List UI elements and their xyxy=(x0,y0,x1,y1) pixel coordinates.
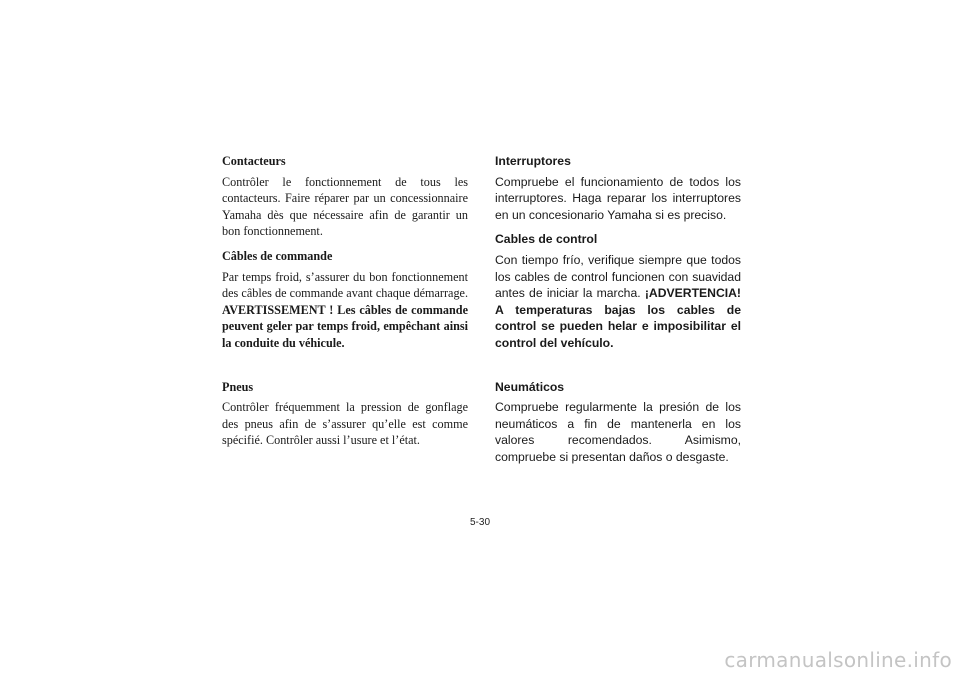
section-text: Compruebe regularmente la presión de los neumáticos a fin de mantenerla en los valores recomendados. Asimismo, compruebe si presentan daños o desgaste. xyxy=(495,400,741,464)
section-heading: Contacteurs xyxy=(222,154,286,168)
section-text: Contrôler fréquemment la pression de gonflage des pneus afin de s’assurer qu’elle est comme spécifié. Contrôler aussi l’usure et l’état. xyxy=(222,400,468,448)
section-text: Contrôler le fonctionnement de tous les contacteurs. Faire réparer par un concessionnaire Yamaha dès que nécessaire afin de garantir un bon fonctionnement. xyxy=(222,174,468,239)
warning-text: AVERTISSEMENT ! Les câbles de commande peuvent geler par temps froid, empêchant ainsi la conduite du véhicule. xyxy=(222,302,468,350)
section-cables-de-control xyxy=(495,231,741,351)
section-pneus xyxy=(222,379,468,449)
section-heading: Cables de control xyxy=(495,232,598,247)
warning-text: ¡ADVERTENCIA! A temperaturas bajas los cables de control se pueden helar e imposibilitar el control del vehículo. xyxy=(495,286,741,350)
section-text: Compruebe el funcionamiento de todos los interruptores. Haga reparar los interruptores en un concesionario Yamaha si es preciso. xyxy=(495,174,741,222)
watermark: carmanualsonline.info xyxy=(724,648,952,672)
section-heading: Interruptores xyxy=(495,154,571,168)
section-neumaticos xyxy=(495,379,741,466)
section-interruptores xyxy=(495,153,741,223)
section-text: Par temps froid, s’assurer du bon fonctionnement des câbles de commande avant chaque démarrage. xyxy=(222,269,468,301)
spanish-column xyxy=(495,153,741,466)
section-heading: Pneus xyxy=(222,379,254,394)
section-contacteurs xyxy=(222,153,468,240)
section-body xyxy=(222,269,468,352)
section-cables-de-commande xyxy=(222,248,468,352)
section-heading: Neumáticos xyxy=(495,379,565,394)
section-text: Con tiempo frío, verifique siempre que todos los cables de control funcionen con suavidad antes de iniciar la marcha. xyxy=(495,252,741,301)
page-number: 5-30 xyxy=(469,517,490,528)
section-body xyxy=(495,252,741,352)
french-column xyxy=(222,153,468,449)
section-heading: Câbles de commande xyxy=(222,248,333,263)
